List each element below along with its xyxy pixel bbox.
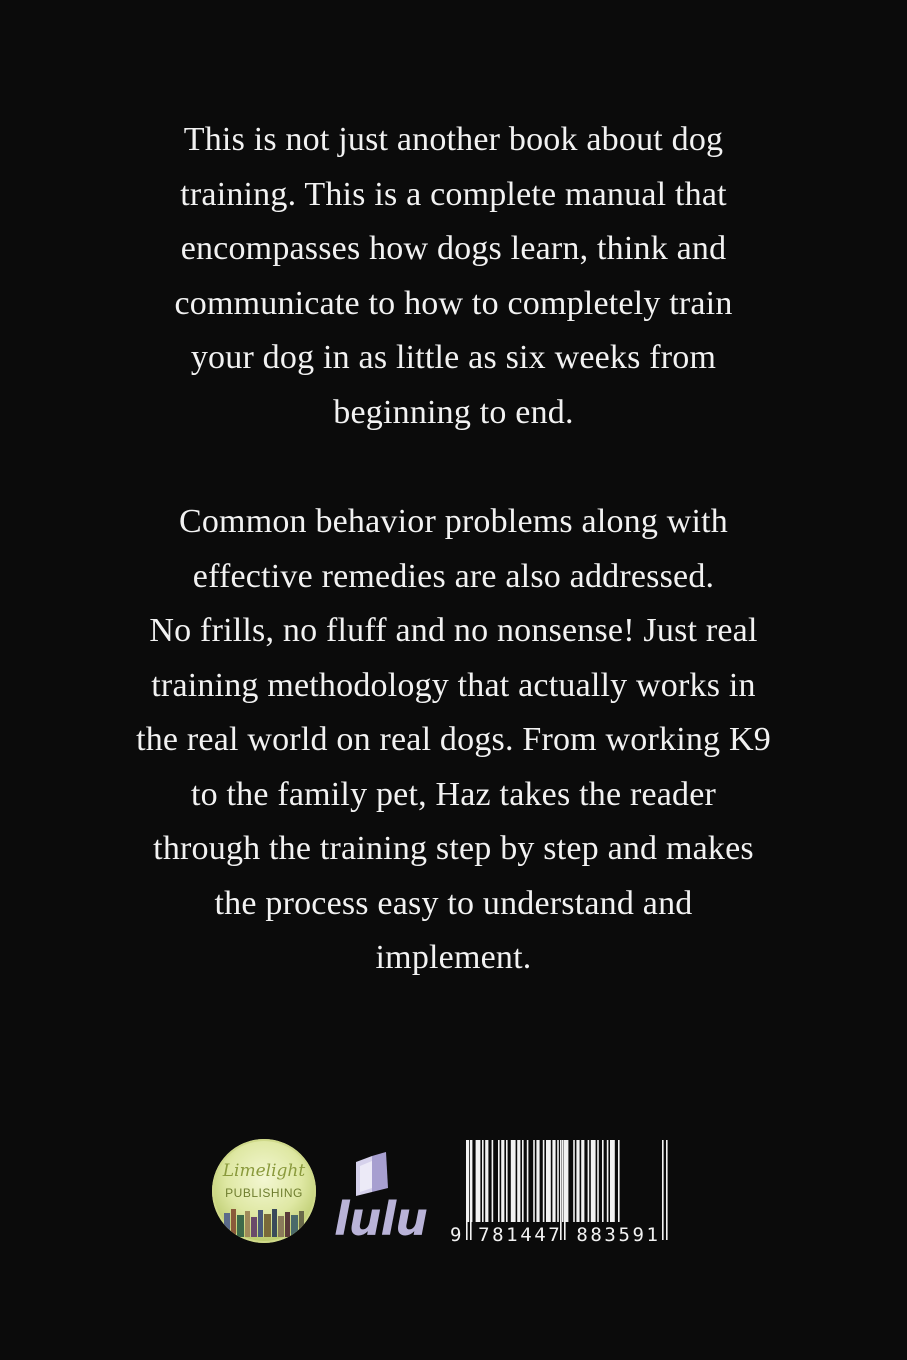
blurb-line: effective remedies are also addressed. bbox=[192, 557, 715, 595]
barcode-bar bbox=[562, 1140, 564, 1222]
blurb-paragraph-2 bbox=[0, 495, 907, 986]
printer-logo bbox=[334, 1150, 434, 1250]
barcode-bar bbox=[581, 1140, 584, 1222]
blurb-paragraph-1 bbox=[0, 113, 907, 440]
isbn-digits: 9 781447 883591 bbox=[450, 1224, 661, 1246]
barcode-bar bbox=[597, 1140, 599, 1222]
barcode-bar bbox=[565, 1140, 568, 1222]
barcode-bar bbox=[501, 1140, 504, 1222]
blurb-line: training methodology that actually works in bbox=[151, 666, 756, 704]
barcode-bar bbox=[476, 1140, 481, 1222]
barcode-bar bbox=[536, 1140, 539, 1222]
barcode-bar bbox=[482, 1140, 484, 1222]
barcode-bar bbox=[591, 1140, 596, 1222]
blurb-line: your dog in as little as six weeks from bbox=[190, 339, 717, 376]
barcode-bar bbox=[573, 1140, 575, 1222]
barcode-bar bbox=[576, 1140, 579, 1222]
blurb-line: encompasses how dogs learn, think and bbox=[180, 230, 727, 267]
blurb-line: communicate to how to completely train bbox=[174, 284, 733, 322]
barcode-bar bbox=[588, 1140, 590, 1222]
blurb-line: training. This is a complete manual that bbox=[180, 175, 727, 213]
publisher-script-text: Limelight bbox=[222, 1161, 306, 1181]
barcode-bar bbox=[511, 1140, 516, 1222]
barcode-bar bbox=[546, 1140, 551, 1222]
barcode-bar bbox=[610, 1140, 615, 1222]
blurb-line: This is not just another book about dog bbox=[183, 121, 724, 158]
blurb-line: beginning to end. bbox=[333, 393, 574, 431]
bookshelf-icon bbox=[222, 1207, 306, 1237]
barcode-guard-bar bbox=[666, 1140, 668, 1240]
blurb-line: to the family pet, Haz takes the reader bbox=[190, 775, 717, 813]
barcode-bar bbox=[533, 1140, 535, 1222]
barcode-bar bbox=[552, 1140, 555, 1222]
barcode-bar bbox=[485, 1140, 488, 1222]
barcode-bar bbox=[517, 1140, 520, 1222]
barcode-bar bbox=[602, 1140, 604, 1222]
blurb-line: through the training step by step and makes bbox=[153, 830, 754, 867]
barcode-bar bbox=[543, 1140, 545, 1222]
blurb-line: No frills, no fluff and no nonsense! Just real bbox=[149, 612, 758, 649]
blurb-line: the real world on real dogs. From working K9 bbox=[136, 721, 771, 758]
barcode-bar bbox=[557, 1140, 559, 1222]
barcode-bar bbox=[498, 1140, 500, 1222]
barcode-bar bbox=[522, 1140, 524, 1222]
barcode-bar bbox=[527, 1140, 529, 1222]
blurb-line: implement. bbox=[375, 939, 532, 976]
logo-strip bbox=[0, 1136, 907, 1256]
barcode-bar bbox=[492, 1140, 494, 1222]
publisher-caps-text: PUBLISHING bbox=[225, 1186, 303, 1200]
publisher-seal-logo bbox=[212, 1139, 316, 1243]
blurb-line: the process easy to understand and bbox=[214, 884, 693, 922]
blurb-line: Common behavior problems along with bbox=[178, 503, 729, 540]
barcode-bar bbox=[506, 1140, 508, 1222]
barcode-bar bbox=[607, 1140, 609, 1222]
printer-wordmark: lulu bbox=[334, 1192, 428, 1246]
barcode-bar bbox=[618, 1140, 620, 1222]
barcode-guard-bar bbox=[662, 1140, 664, 1240]
